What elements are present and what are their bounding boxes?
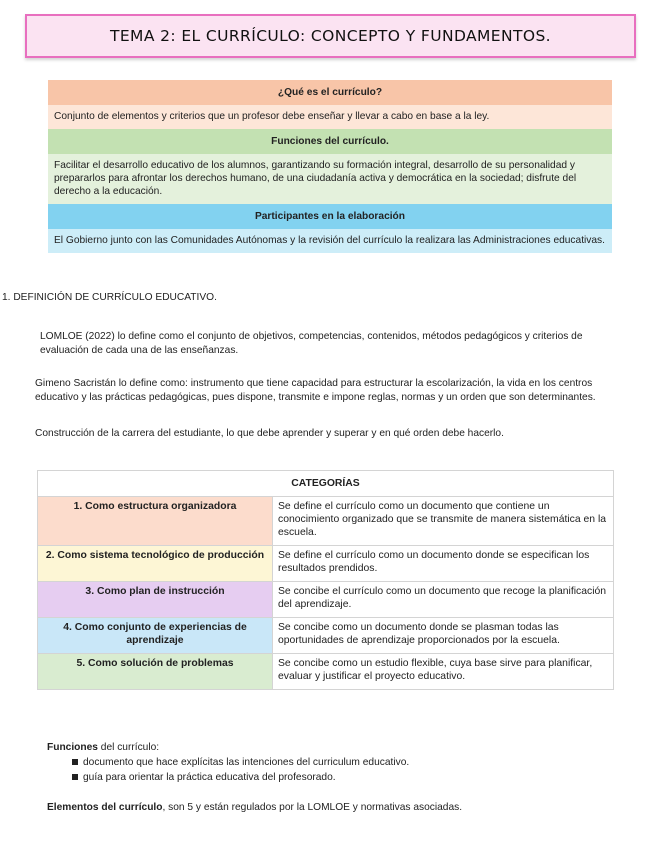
info-body-what: Conjunto de elementos y criterios que un profesor debe enseñar y llevar a cabo en base a la ley.: [48, 105, 612, 129]
section-heading: 1. DEFINICIÓN DE CURRÍCULO EDUCATIVO.: [2, 292, 217, 303]
info-table: [48, 80, 612, 253]
list-item-text: documento que hace explícitas las intenciones del curriculum educativo.: [83, 757, 410, 768]
category-label: 2. Como sistema tecnológico de producción: [38, 546, 273, 582]
category-row: [38, 618, 614, 654]
list-item-text: guía para orientar la práctica educativa del profesorado.: [83, 772, 336, 783]
bullet-square-icon: [72, 774, 78, 780]
category-desc: Se concibe como un documento donde se plasman todas las oportunidades de aprendizaje proporcionados por la escuela.: [273, 618, 614, 654]
category-desc: Se define el currículo como un documento que contiene un conocimiento organizado que se transmite de manera sistemática en la escuela.: [273, 497, 614, 546]
info-header-participants: Participantes en la elaboración: [48, 204, 612, 229]
elements-bold: Elementos del currículo: [47, 802, 163, 813]
categories-table: [37, 470, 614, 690]
category-row: [38, 654, 614, 690]
list-item: [72, 770, 409, 785]
lomloe-paragraph: LOMLOE (2022) lo define como el conjunto de objetivos, competencias, contenidos, métodos pedagógicos y criterios de evaluación de cada una de las enseñanzas.: [40, 331, 583, 356]
list-item: [72, 755, 409, 770]
functions-title: [47, 740, 409, 755]
info-body-functions: Facilitar el desarrollo educativo de los alumnos, garantizando su formación integral, desarrollo de su personalidad y prepararlos para afrontar los derechos humano, de una ciudadanía activa y democrática en la sociedad; disfrute del derecho a la educación.: [48, 154, 612, 204]
category-row: [38, 546, 614, 582]
category-row: [38, 497, 614, 546]
functions-label-rest: del currículo:: [97, 742, 160, 753]
category-desc: Se concibe como un estudio flexible, cuya base sirve para planificar, evaluar y justificar el proyecto educativo.: [273, 654, 614, 690]
category-label: 3. Como plan de instrucción: [38, 582, 273, 618]
functions-list: [47, 740, 409, 785]
page-title: TEMA 2: EL CURRÍCULO: CONCEPTO Y FUNDAMENTOS.: [109, 27, 552, 45]
gimeno-paragraph: Gimeno Sacristán lo define como: instrumento que tiene capacidad para estructurar la escolarización, la vida en los centros educativo y las prácticas pedagógicas, pues dispone, transmite e impone reglas, normas y un orden que son determinantes.: [35, 378, 596, 403]
category-desc: Se concibe el currículo como un documento que recoge la planificación del aprendizaje.: [273, 582, 614, 618]
construccion-paragraph: Construcción de la carrera del estudiante, lo que debe aprender y superar y en qué orden debe hacerlo.: [35, 428, 504, 439]
category-desc: Se define el currículo como un documento donde se especifican los resultados prendidos.: [273, 546, 614, 582]
category-label: 4. Como conjunto de experiencias de aprendizaje: [38, 618, 273, 654]
info-header-functions: Funciones del currículo.: [48, 129, 612, 154]
category-label: 5. Como solución de problemas: [38, 654, 273, 690]
bullet-square-icon: [72, 759, 78, 765]
elements-paragraph: [47, 802, 462, 813]
category-label: 1. Como estructura organizadora: [38, 497, 273, 546]
categories-caption: CATEGORÍAS: [38, 471, 614, 497]
title-banner: [25, 14, 636, 58]
info-header-what: ¿Qué es el currículo?: [48, 80, 612, 105]
info-body-participants: El Gobierno junto con las Comunidades Autónomas y la revisión del currículo la realizara las Administraciones educativas.: [48, 229, 612, 253]
category-row: [38, 582, 614, 618]
functions-label-bold: Funciones: [47, 742, 98, 753]
elements-rest: , son 5 y están regulados por la LOMLOE y normativas asociadas.: [162, 802, 463, 813]
